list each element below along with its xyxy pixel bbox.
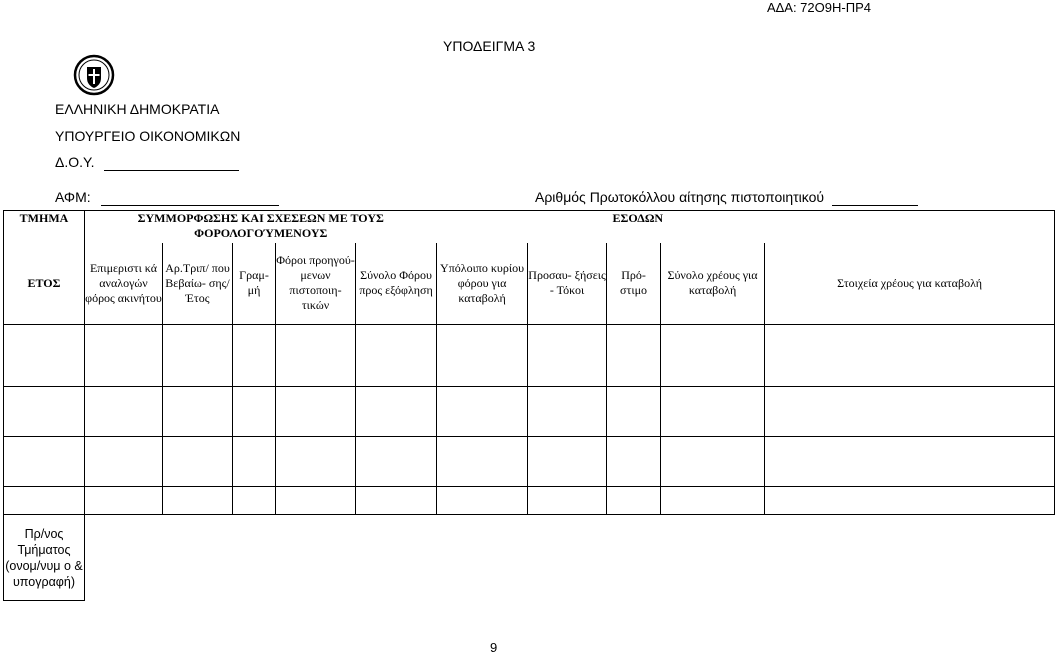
doy-label: Δ.Ο.Υ. — [55, 154, 95, 170]
col-synolo-forou: Σύνολο Φόρου προς εξόφληση — [356, 243, 437, 325]
page-number: 9 — [490, 640, 498, 655]
issuer-line3 — [55, 154, 239, 171]
greek-emblem-icon — [73, 54, 115, 96]
signature-area[interactable] — [85, 515, 1055, 601]
table-row — [4, 437, 1055, 487]
protocol-label: Αριθμός Πρωτοκόλλου αίτησης πιστοποιητικού — [535, 189, 825, 205]
header-group: ΣΥΜΜΟΡΦΩΣΗΣ ΚΑΙ ΣΧΕΣΕΩΝ ΜΕ ΤΟΥΣ ΦΟΡΟΛΟΓΟΎΜΕΝΟΥΣ — [85, 211, 437, 243]
header-esodon: ΕΣΟΔΩΝ — [437, 211, 1055, 243]
afm-row — [55, 189, 279, 206]
protocol-field[interactable] — [832, 189, 918, 206]
header-tmima: ΤΜΗΜΑ — [4, 211, 85, 243]
col-prostimo: Πρό- στιμο — [607, 243, 661, 325]
doy-field[interactable] — [104, 154, 239, 171]
col-synolo-xreous: Σύνολο χρέους για καταβολή — [661, 243, 765, 325]
col-grammi: Γραμ- μή — [233, 243, 276, 325]
table-row — [4, 387, 1055, 437]
col-epimeristika: Επιμεριστι κά αναλογών φόρος ακινήτου — [85, 243, 163, 325]
afm-field[interactable] — [101, 189, 279, 206]
col-ypoloipo: Υπόλοιπο κυρίου φόρου για καταβολή — [437, 243, 528, 325]
afm-label: ΑΦΜ: — [55, 189, 91, 205]
col-arithmos: Αρ.Τριπ/ που Βεβαίω- σης/ Έτος — [163, 243, 233, 325]
header-etos: ΕΤΟΣ — [4, 243, 85, 325]
certificate-table — [3, 210, 1055, 601]
protocol-row — [535, 189, 918, 206]
col-stoixeia: Στοιχεία χρέους για καταβολή — [765, 243, 1055, 325]
col-foroi: Φόροι προηγού- μενων πιστοποιη- τικών — [276, 243, 356, 325]
table-row — [4, 487, 1055, 515]
footer-signature-label: Πρ/νος Τμήματος (ονομ/νυμ ο & υπογραφή) — [4, 515, 85, 601]
document-title: ΥΠΟΔΕΙΓΜΑ 3 — [443, 38, 536, 54]
table-row — [4, 325, 1055, 387]
col-prosafxiseis: Προσαυ- ξήσεις - Τόκοι — [528, 243, 607, 325]
ada-code: ΑΔΑ: 72Ο9Η-ΠΡ4 — [766, 0, 871, 15]
issuer-line2: ΥΠΟΥΡΓΕΙΟ ΟΙΚΟΝΟΜΙΚΩΝ — [55, 128, 241, 144]
issuer-line1: ΕΛΛΗΝΙΚΗ ΔΗΜΟΚΡΑΤΙΑ — [55, 101, 220, 117]
